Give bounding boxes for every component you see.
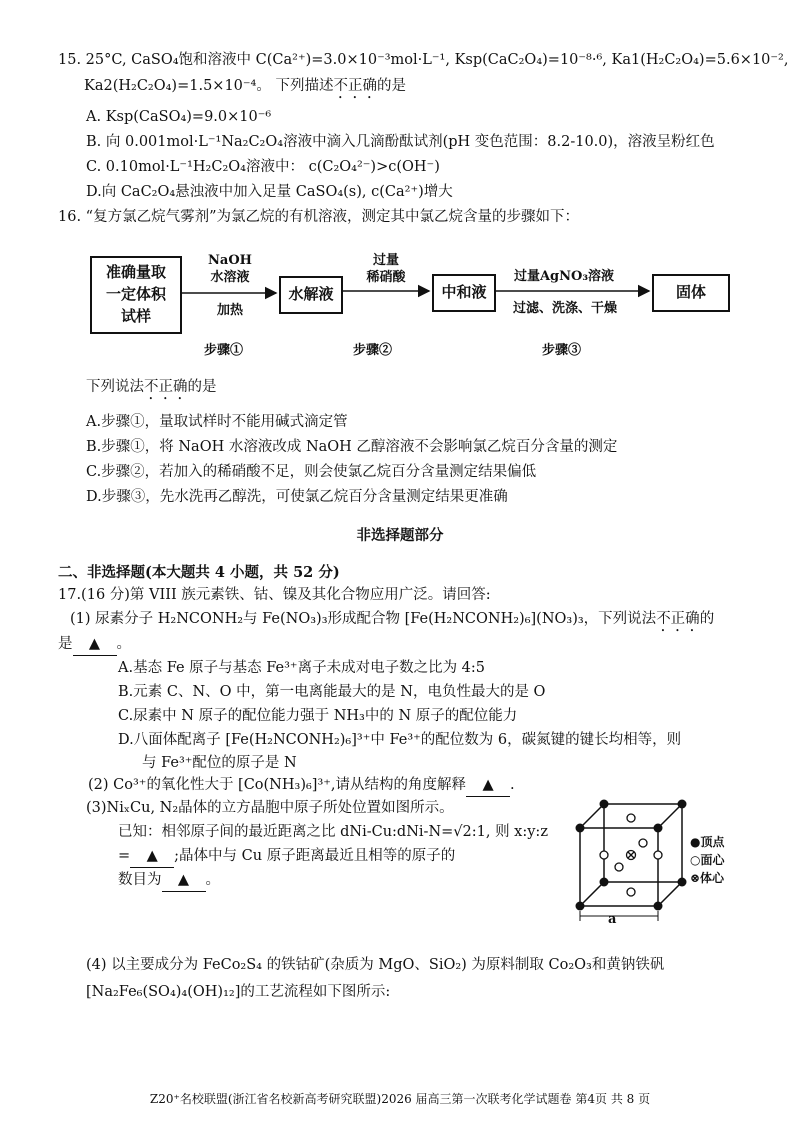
answer-blank-2[interactable]: ▲ xyxy=(466,776,510,797)
q17-p3-line3 xyxy=(118,847,455,868)
q17-p2-end: . xyxy=(510,777,515,793)
flow-arrow3-reagent: 过量AgNO₃溶液 xyxy=(513,269,615,284)
q15-option-c: C. 0.10mol·L⁻¹H₂C₂O₄溶液中： c(C₂O₄²⁻)>c(OH⁻) xyxy=(86,159,440,175)
q15-stem-end: 的是 xyxy=(376,78,406,94)
q17-p1-text: (1) 尿素分子 H₂NCONH₂与 Fe(NO₃)₃形成配合物 [Fe(H₂NCONH₂)₆](NO₃)₃，下列说法 xyxy=(70,611,657,627)
unit-cell-diagram xyxy=(566,796,694,926)
flow-step2-label: 步骤② xyxy=(353,343,393,358)
q17-p3-period: 。 xyxy=(205,872,220,888)
q15-option-a: A. Ksp(CaSO₄)=9.0×10⁻⁶ xyxy=(86,109,272,125)
answer-blank-1[interactable]: ▲ xyxy=(73,635,117,656)
flow-arrow3-operation: 过滤、洗涤、干燥 xyxy=(512,301,617,316)
page-footer: Z20⁺名校联盟(浙江省名校新高考研究联盟)2026 届高三第一次联考化学试题卷 第4页 共 8 页 xyxy=(149,1092,651,1106)
flow-step1-label: 步骤① xyxy=(204,343,244,358)
q17-stem: 17.(16 分)第 VIII 族元素铁、钴、镍及其化合物应用广泛。请回答: xyxy=(58,587,491,603)
q17-p2-text: (2) Co³⁺的氧化性大于 [Co(NH₃)₆]³⁺,请从结构的角度解释 xyxy=(88,777,467,793)
q17-p1-line1 xyxy=(70,610,714,635)
flow-box-sample: 准确量取 一定体积 试样 xyxy=(90,256,182,334)
q17-p3-count-text: 数目为 xyxy=(118,872,162,888)
flow-arrows xyxy=(0,0,800,360)
q17-p3-line4 xyxy=(118,871,220,892)
q17-p2 xyxy=(88,776,515,797)
q16-prompt-end: 的是 xyxy=(187,379,217,395)
answer-blank-4[interactable]: ▲ xyxy=(162,871,206,892)
answer-blank-3[interactable]: ▲ xyxy=(130,847,174,868)
q16-prompt-text: 下列说法 xyxy=(86,379,144,395)
q15-stem-line1: 15. 25°C, CaSO₄饱和溶液中 C(Ca²⁺)=3.0×10⁻³mol·L⁻¹, Ksp(CaC₂O₄)=10⁻⁸·⁶, Ka1(H₂C₂O₄)=5.6×10⁻², xyxy=(58,52,789,68)
q16-emphasis: 不正确 xyxy=(144,379,188,395)
flow-arrow1-reagent: NaOH 水溶液 xyxy=(208,253,252,285)
q17-p3-line2: 已知：相邻原子间的最近距离之比 dNi-Cu:dNi-N=√2:1, 则 x:y:z xyxy=(118,824,548,840)
flow-arrow1-condition: 加热 xyxy=(216,303,243,318)
q17-p1-shi: 是 xyxy=(58,636,73,652)
q17-p1-period: 。 xyxy=(116,636,131,652)
q17-p4-line1: (4) 以主要成分为 FeCo₂S₄ 的铁钴矿(杂质为 MgO、SiO₂) 为原料制取 Co₂O₃和黄钠铁矾 xyxy=(86,957,665,973)
q17-p1-option-c: C.尿素中 N 原子的配位能力强于 NH₃中的 N 原子的配位能力 xyxy=(118,708,518,724)
section-part2: 二、非选择题(本大题共 4 小题，共 52 分) xyxy=(58,564,340,581)
q15-emphasis: 不正确 xyxy=(333,78,377,94)
q17-p4-line2: [Na₂Fe₆(SO₄)₄(OH)₁₂]的工艺流程如下图所示: xyxy=(86,984,391,1000)
section-heading: 非选择题部分 xyxy=(356,527,444,544)
flow-arrow2-reagent: 过量 稀硝酸 xyxy=(366,253,406,285)
q17-p1-option-a: A.基态 Fe 原子与基态 Fe³⁺离子未成对电子数之比为 4:5 xyxy=(118,660,486,676)
q17-p1-option-b: B.元素 C、N、O 中，第一电离能最大的是 N，电负性最大的是 O xyxy=(118,684,546,700)
flow-box-hydrolysate: 水解液 xyxy=(279,276,343,314)
q16-option-a: A.步骤①，量取试样时不能用碱式滴定管 xyxy=(86,414,348,430)
q17-p1-option-d-cont: 与 Fe³⁺配位的原子是 N xyxy=(142,755,297,771)
flow-box-solid: 固体 xyxy=(652,274,730,312)
q17-p3-text: ;晶体中与 Cu 原子距离最近且相等的原子的 xyxy=(174,848,456,864)
q16-stem: 16. “复方氯乙烷气雾剂”为氯乙烷的有机溶液，测定其中氯乙烷含量的步骤如下： xyxy=(58,209,579,225)
q17-p3-line1: (3)NiₓCu, N₂晶体的立方晶胞中原子所处位置如图所示。 xyxy=(86,800,454,816)
q15-option-d: D.向 CaC₂O₄悬浊液中加入足量 CaSO₄(s), c(Ca²⁺)增大 xyxy=(86,184,453,200)
flow-step3-label: 步骤③ xyxy=(542,343,582,358)
legend-body: ⊗体心 xyxy=(690,871,725,885)
cell-edge-label: a xyxy=(608,912,617,927)
q16-option-c: C.步骤②，若加入的稀硝酸不足，则会使氯乙烷百分含量测定结果偏低 xyxy=(86,464,537,480)
q17-p1-option-d: D.八面体配离子 [Fe(H₂NCONH₂)₆]³⁺中 Fe³⁺的配位数为 6，碳氮键的键长均相等，则 xyxy=(118,732,682,748)
legend-corner: ●顶点 xyxy=(690,835,725,849)
q17-p3-eq: = xyxy=(118,848,131,864)
flow-box-neutralized: 中和液 xyxy=(432,274,496,312)
q16-prompt xyxy=(86,378,217,403)
q17-p1-emphasis: 不正确 xyxy=(656,611,700,627)
q17-p1-line2 xyxy=(58,635,131,656)
q16-option-d: D.步骤③，先水洗再乙醇洗，可使氯乙烷百分含量测定结果更准确 xyxy=(86,489,508,505)
legend-face: ○面心 xyxy=(690,853,725,867)
q17-p1-end: 的 xyxy=(699,611,715,627)
q15-stem-text: Ka2(H₂C₂O₄)=1.5×10⁻⁴。 下列描述 xyxy=(84,78,334,94)
q16-option-b: B.步骤①，将 NaOH 水溶液改成 NaOH 乙醇溶液不会影响氯乙烷百分含量的测定 xyxy=(86,439,618,455)
q15-option-b: B. 向 0.001mol·L⁻¹Na₂C₂O₄溶液中滴入几滴酚酞试剂(pH 变色范围：8.2-10.0)，溶液呈粉红色 xyxy=(86,134,715,150)
